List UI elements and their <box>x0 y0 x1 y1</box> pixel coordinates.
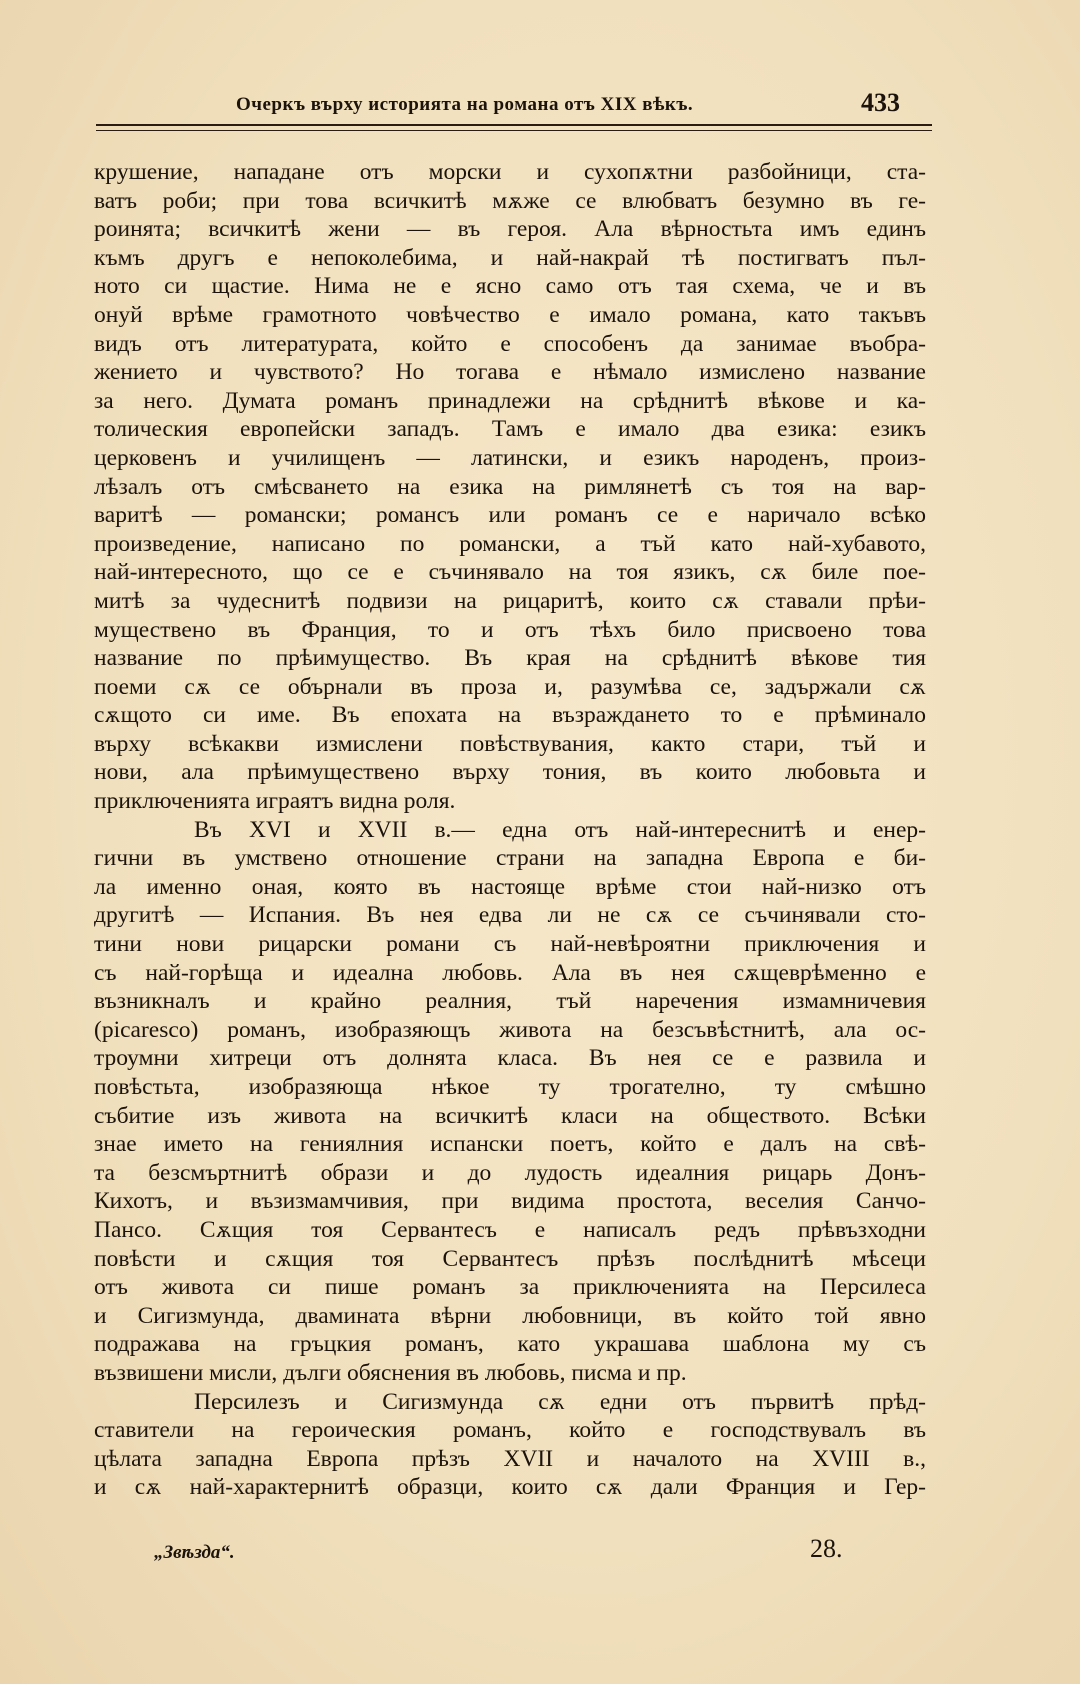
text-line: подражава на гръцкия романъ, като украшава шаблона му съ <box>94 1331 926 1358</box>
text-line: (picaresco) романъ, изобразяющъ живота на безсъвѣстнитѣ, ала ос- <box>94 1016 926 1043</box>
text-line: върху всѣкакви измислени повѣствувания, както стари, тъй и <box>94 730 926 757</box>
body-text <box>94 158 926 1502</box>
text-line: цѣлата западна Европа прѣзъ XVII и началото на XVIII в., <box>94 1445 926 1472</box>
text-line: нови, ала прѣимуществено върху тония, въ които любовьта и <box>94 759 926 786</box>
text-line: троумни хитреци отъ долнята класа. Въ нея се е развила и <box>94 1045 926 1072</box>
text-line: та безсмъртнитѣ образи и до лудость идеалния рицарь Донъ- <box>94 1159 926 1186</box>
text-line: поеми сѫ се обърнали въ проза и, разумѣва се, задържали сѫ <box>94 673 926 700</box>
header-rule <box>96 124 932 126</box>
text-line: най-интересното, що се е съчинявало на тоя язикъ, сѫ биле пое- <box>94 559 926 586</box>
text-line: митѣ за чудеснитѣ подвизи на рицаритѣ, които сѫ ставали прѣи- <box>94 587 926 614</box>
text-line: крушение, нападане отъ морски и сухопѫтни разбойници, ста- <box>94 159 926 185</box>
text-line: за него. Думата романъ принадлежи на срѣднитѣ вѣкове и ка- <box>94 387 926 414</box>
text-line: церковенъ и училищенъ — латински, и езикъ народенъ, произ- <box>94 444 926 471</box>
text-line: гични въ умствено отношение страни на западна Европа е би- <box>94 845 926 872</box>
text-line: ното си щастие. Нима не е ясно само отъ тая схема, че и въ <box>94 273 926 300</box>
text-line: къмъ другъ е непоколебима, и най-накрай тѣ постигватъ пъл- <box>94 244 926 271</box>
page-number: 433 <box>861 88 900 117</box>
running-title: Очеркъ върху историята на романа отъ XIX вѣкъ. <box>236 94 694 115</box>
text-line: толическия европейски западъ. Тамъ е имало два езика: езикъ <box>94 416 926 443</box>
header-rule-thin <box>96 130 932 131</box>
text-line: онуй врѣме грамотното човѣчество е имало романа, като такъвъ <box>94 301 926 328</box>
text-line: муществено въ Франция, то и отъ тѣхъ било присвоено това <box>94 616 926 643</box>
text-line: лѣзалъ отъ смѣсването на езика на римлянетѣ съ тоя на вар- <box>94 473 926 500</box>
text-line: ла именно оная, която въ настояще врѣме стои най-низко отъ <box>94 873 926 900</box>
text-line: название по прѣимущество. Въ края на срѣднитѣ вѣкове тия <box>94 645 926 672</box>
text-line: тини нови рицарски романи съ най-невѣроятни приключения и <box>94 931 926 958</box>
text-line: ставители на героическия романъ, който е господствувалъ въ <box>94 1417 926 1444</box>
text-line: и Сигизмунда, двамината вѣрни любовници, въ който той явно <box>94 1302 926 1329</box>
sheet-number: 28. <box>810 1534 843 1563</box>
text-line: възникналъ и крайно реалния, тъй наречения измамничевия <box>94 988 926 1015</box>
text-line: жението и чувството? Но тогава е нѣмало измислено название <box>94 359 926 386</box>
text-line: и сѫ най-характернитѣ образци, които сѫ дали Франция и Гер- <box>94 1474 926 1501</box>
text-line: сѫщото си име. Въ епохата на възраждането то е прѣминало <box>94 702 926 729</box>
text-line: произведение, написано по романски, а тъй като най-хубавото, <box>94 530 926 557</box>
text-line: знае името на гениялния испански поетъ, който е далъ на свѣ- <box>94 1131 926 1158</box>
page-footer <box>94 1534 926 1574</box>
text-line: възвишени мисли, дълги обяснения въ любовь, писма и пр. <box>94 1359 687 1386</box>
text-line: роинята; всичкитѣ жени — въ героя. Ала вѣрностьта имъ единъ <box>94 216 926 243</box>
text-line: другитѣ — Испания. Въ нея едва ли не сѫ се съчинявали сто- <box>94 902 926 929</box>
text-line: повѣсти и сѫщия тоя Сервантесъ прѣзъ послѣднитѣ мѣсеци <box>94 1245 926 1272</box>
text-line: събитие изъ живота на всичкитѣ класи на обществото. Всѣки <box>94 1102 926 1129</box>
text-line: приключенията играятъ видна роля. <box>94 788 456 815</box>
text-line: съ най-горѣща и идеална любовь. Ала въ нея сѫщеврѣменно е <box>94 959 926 986</box>
signature-mark: „Звѣзда“. <box>154 1542 235 1563</box>
text-line: отъ живота си пише романъ за приключенията на Персилеса <box>94 1274 926 1301</box>
text-line: Персилезъ и Сигизмунда сѫ едни отъ първитѣ прѣд- <box>194 1388 926 1415</box>
text-line: Пансо. Сѫщия тоя Сервантесъ е написалъ редъ прѣвъзходни <box>94 1216 926 1243</box>
text-line: Кихотъ, и възизмамчивия, при видима простота, веселия Санчо- <box>94 1188 926 1215</box>
text-line: Въ XVI и XVII в.— една отъ най-интереснитѣ и енер- <box>194 816 926 843</box>
text-line: повѣстьта, изобразяюща нѣкое ту трогателно, ту смѣшно <box>94 1074 926 1100</box>
text-line: ватъ роби; при това всичкитѣ мѫже се влюбватъ безумно въ ге- <box>94 187 926 214</box>
text-line: варитѣ — романски; романсъ или романъ се е наричало всѣко <box>94 502 926 529</box>
page-header <box>96 88 932 124</box>
text-line: видъ отъ литературата, който е способенъ да занимае въобра- <box>94 330 926 357</box>
